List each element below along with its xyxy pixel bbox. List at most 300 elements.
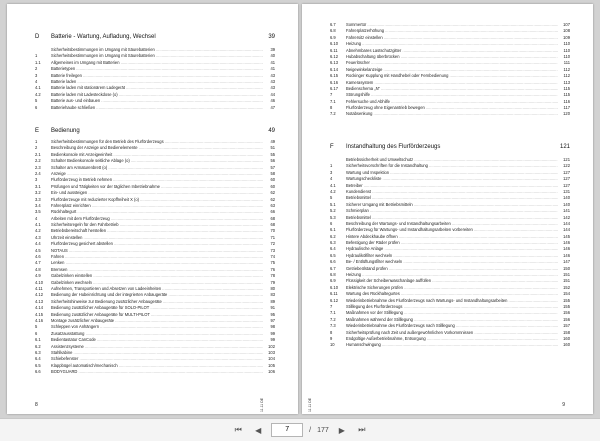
toc-entry-number: 1.1 <box>35 59 41 65</box>
toc-entry-number: 5 <box>35 98 38 104</box>
toc-entry-page: 62 <box>264 190 275 196</box>
toc-entry-number: 2.2 <box>35 158 41 164</box>
toc-entry-title: Elektrische Sicherungen prüfen ..... <box>346 285 558 291</box>
toc-entry-page: 158 <box>559 330 570 336</box>
toc-entry-title: Betreiber ..... <box>346 183 558 189</box>
toc-entry-page: 160 <box>559 342 570 348</box>
toc-entry-title: Maßnahmen vor der Stilllegung ..... <box>346 310 558 316</box>
toc-entry-page: 155 <box>559 304 570 310</box>
toc-entry-page: 104 <box>264 356 275 362</box>
section-title: Bedienung <box>51 128 80 134</box>
toc-entry-title: Klappbügel automatisch/mechanisch ..... <box>51 363 263 369</box>
toc-entry-number: 6 <box>35 330 38 336</box>
toc-entry-page: 140 <box>559 202 570 208</box>
toc-entry-title: Wiederinbetriebnahme des Flurförderzeugs nach Wartungs- und Instandhaltungsarbeiten ..... <box>346 298 558 304</box>
toc-entry-number: 4.5 <box>35 247 41 253</box>
toc-entry-title: Sicherheitsbestimmungen im Umgang mit Säurebatterien ..... <box>51 53 263 59</box>
toc-entry-number: 3 <box>330 169 333 175</box>
toc-entry-title: Hydraulische Anlage ..... <box>346 246 558 252</box>
toc-entry-title: Sicherheitsbestimmungen im Umgang mit Säurebatterien ..... <box>51 47 263 53</box>
toc-entry-title: Betriebsmittel ..... <box>346 195 558 201</box>
toc-entry-title: Sicherheitsvorschriften für die Instandhaltung ..... <box>346 163 558 169</box>
toc-list-f <box>330 157 570 349</box>
toc-entry-title: Störungshilfe ..... <box>346 92 558 98</box>
toc-entry-page: 127 <box>559 176 570 182</box>
toc-entry-title: Hintere Abdeckhaube öffnen ..... <box>346 234 558 240</box>
toc-entry-title: Wartungscheckliste ..... <box>346 176 558 182</box>
toc-entry-page: 43 <box>264 85 275 91</box>
toc-entry-page: 127 <box>559 183 570 189</box>
toc-entry-number: 2 <box>35 66 38 72</box>
toc-entry-page: 89 <box>264 299 275 305</box>
section-page: 121 <box>559 144 570 150</box>
toc-entry-page: 73 <box>264 248 275 254</box>
toc-entry-title: Flurförderzeug in Betrieb nehmen ..... <box>51 177 263 183</box>
toc-entry[interactable] <box>330 111 570 117</box>
toc-entry-number: 7.2 <box>330 316 336 322</box>
toc-entry-title: Sicherheitsbestimmungen für den Betrieb des Flurförderzeugs ..... <box>51 139 263 145</box>
toc-entry-number: 5.1 <box>330 201 336 207</box>
toc-entry-number: 4.2 <box>330 188 336 194</box>
toc-entry-number: 6.9 <box>330 34 336 40</box>
toc-entry-number: 7 <box>330 303 333 309</box>
toc-entry-title: Hubabschaltung überbrücken ..... <box>346 54 558 60</box>
toc-entry-page: 83 <box>264 292 275 298</box>
toc-entry-title: Getriebeölstand prüfen ..... <box>346 266 558 272</box>
toc-entry-number: 6.6 <box>35 369 41 375</box>
toc-entry[interactable] <box>330 342 570 348</box>
toc-entry-page: 55 <box>264 152 275 158</box>
toc-entry-page: 111 <box>559 60 570 66</box>
section-label: E <box>35 128 40 134</box>
toc-entry-title: Sicherheitshinweise zur Bedienung zusätzlicher Anbaugeräte ..... <box>51 299 263 305</box>
toc-entry-number: 3.1 <box>35 183 41 189</box>
toc-entry-page: 116 <box>559 99 570 105</box>
toc-entry-number: 4.1 <box>35 222 41 228</box>
toc-entry-page: 145 <box>559 234 570 240</box>
section-title: Batterie - Wartung, Aufladung, Wechsel <box>51 34 156 40</box>
toc-entry-page: 57 <box>264 165 275 171</box>
toc-entry-title: Anzeige ..... <box>51 171 263 177</box>
toc-entry-number: 4 <box>330 176 333 182</box>
toc-entry-number: 4.11 <box>35 285 43 291</box>
toc-entry-page: 144 <box>559 227 570 233</box>
toc-entry-number: 6.15 <box>330 73 338 79</box>
toc-entry-number: 8 <box>330 105 333 111</box>
toc-entry-title: Assistenzsysteme ..... <box>51 344 263 350</box>
toc-entry-number: 4.10 <box>35 279 43 285</box>
toc-entry-page: 68 <box>264 222 275 228</box>
toc-entry-number: 6.7 <box>330 265 336 271</box>
toc-entry-title: Prüfungen und Tätigkeiten vor der täglichen Inbetriebnahme ..... <box>51 184 263 190</box>
toc-entry-title: Fahren ..... <box>51 254 263 260</box>
toc-entry-number: 3 <box>35 72 38 78</box>
toc-entry-title: Beschreibung der Wartungs- und Instandhaltungsarbeiten ..... <box>346 221 558 227</box>
toc-entry-number: 6.4 <box>35 356 41 362</box>
toc-entry-title: Fahrersitz einstellen ..... <box>346 35 558 41</box>
toc-entry-title: Sicherheitsregeln für den Fahrbetrieb ..... <box>51 222 263 228</box>
toc-entry-number: 4.1 <box>35 85 41 91</box>
toc-entry-number: 4.4 <box>35 241 41 247</box>
page-separator: / <box>309 426 312 434</box>
next-page-icon[interactable]: ▶ <box>338 425 345 435</box>
toc-entry-number: 3.3 <box>35 196 41 202</box>
toc-entry-title: Neigewinkelanzeige ..... <box>346 67 558 73</box>
page-right <box>302 4 593 414</box>
toc-entry-page: 108 <box>559 28 570 34</box>
toc-entry-title: Bedientastatur CanCode ..... <box>51 337 263 343</box>
section-label: F <box>330 144 334 150</box>
toc-entry-title: Flurförderzeuge mit reduzierter Kopffreiheit X (o) ..... <box>51 197 263 203</box>
toc-entry-number: 7.2 <box>330 111 336 117</box>
toc-entry-number: 6.1 <box>35 337 41 343</box>
toc-entry-number: 6.6 <box>330 259 336 265</box>
toc-entry-title: Heizung ..... <box>346 272 558 278</box>
toc-entry-page: 62 <box>264 197 275 203</box>
toc-entry-title: Maßnahmen während der Stilllegung ..... <box>346 317 558 323</box>
toc-entry-title: Wartung und Inspektion ..... <box>346 170 558 176</box>
toc-entry-number: 6.9 <box>330 278 336 284</box>
toc-entry-page: 75 <box>264 260 275 266</box>
toc-entry-page: 91 <box>264 305 275 311</box>
toc-entry-title: Stahlkabine ..... <box>51 350 263 356</box>
toc-entry-page: 103 <box>264 350 275 356</box>
last-page-icon[interactable]: ⏭ <box>358 425 366 434</box>
toc-entry-number: 6.2 <box>330 233 336 239</box>
toc-entry-title: Bedienschema „N" ..... <box>346 86 558 92</box>
toc-entry-number: 6.16 <box>330 79 338 85</box>
pager-toolbar <box>0 418 600 441</box>
toc-entry-number: 6.1 <box>330 227 336 233</box>
section-page: 49 <box>268 128 275 134</box>
toc-entry-title: Kundendienst ..... <box>346 189 558 195</box>
toc-entry-page: 98 <box>264 324 275 330</box>
toc-entry-title: Fahrerplatzerhöhung ..... <box>346 28 558 34</box>
toc-entry-number: 6.8 <box>330 272 336 278</box>
toc-entry-page: 70 <box>264 228 275 234</box>
toc-entry-number: 4.14 <box>35 305 43 311</box>
toc-entry-number: 4 <box>35 215 38 221</box>
toc-entry-number: 6 <box>330 220 333 226</box>
toc-entry-page: 160 <box>559 336 570 342</box>
toc-entry-number: 6.7 <box>330 22 336 27</box>
toc-entry-title: Wartung des Rückhaltegurtes ..... <box>346 291 558 297</box>
toc-entry-number: 6 <box>35 104 38 110</box>
first-page-icon[interactable]: ⏮ <box>234 425 242 434</box>
toc-entry-title: Bremsen ..... <box>51 267 263 273</box>
toc-entry-number: 1 <box>35 139 38 144</box>
toc-entry-number: 6.13 <box>330 60 338 66</box>
toc-entry-number: 3.5 <box>35 209 41 215</box>
toc-entry-title: Beschreibung der Anzeige und Bedienelemente ..... <box>51 145 263 151</box>
toc-entry-page: 44 <box>264 92 275 98</box>
toc-entry-number: 4.13 <box>35 298 43 304</box>
toc-entry-page: 43 <box>264 79 275 85</box>
toc-entry-number: 6.12 <box>330 53 338 59</box>
page-number: 9 <box>562 402 565 408</box>
toc-entry-title: Betriebssicherheit und Umweltschutz ..... <box>346 157 558 163</box>
toc-entry-page: 151 <box>559 278 570 284</box>
toc-entry-title: Abnehmbares Lastschutzgitter ..... <box>346 48 558 54</box>
toc-entry-title: Humanschwingung ..... <box>346 342 558 348</box>
toc-entry-title: Schiebefenster ..... <box>51 356 263 362</box>
toc-entry-title: Gabelzinken wechseln ..... <box>51 280 263 286</box>
section-label: D <box>35 34 40 40</box>
toc-entry-title: Rückhaltegurt ..... <box>51 209 263 215</box>
toc-entry-number: 2.4 <box>35 170 41 176</box>
toc-entry-number: 10 <box>330 342 335 348</box>
toc-entry-page: 142 <box>559 215 570 221</box>
toc-entry-page: 78 <box>264 273 275 279</box>
toc-entry-page: 146 <box>559 240 570 246</box>
toc-entry-page: 127 <box>559 170 570 176</box>
toc-entry-number: 4.3 <box>35 234 41 240</box>
toc-entry-page: 79 <box>264 280 275 286</box>
toc-entry-number: 2.3 <box>35 164 41 170</box>
toc-entry-page: 107 <box>559 22 570 28</box>
toc-entry-page: 141 <box>559 208 570 214</box>
toc-entry-page: 155 <box>559 298 570 304</box>
toc-entry-title: Schalter Bedienkonsole seitliche Ablage (o) ..... <box>51 158 263 164</box>
toc-entry-page: 157 <box>559 323 570 329</box>
toc-entry-number: 6.5 <box>35 362 41 368</box>
toc-entry-page: 60 <box>264 184 275 190</box>
toc-entry-title: Notabsenkung ..... <box>346 111 558 117</box>
toc-entry-number: 4 <box>35 78 38 84</box>
toc-entry-number: 6.12 <box>330 297 338 303</box>
toc-entry-number: 6.3 <box>330 240 336 246</box>
toc-entry-title: Hydraulikölfilter wechseln ..... <box>346 253 558 259</box>
toc-entry-title: Bedienung zusätzlicher Anbaugeräte für SOLO-PILOT ..... <box>51 305 263 311</box>
toc-entry-number: 1 <box>330 163 333 169</box>
toc-entry-page: 46 <box>264 98 275 104</box>
toc-entry-number: 7.1 <box>330 98 336 104</box>
toc-entry-page: 41 <box>264 66 275 72</box>
toc-entry-title: Ein- und aussteigen ..... <box>51 190 263 196</box>
toc-entry[interactable] <box>35 105 275 111</box>
toc-entry-page: 99 <box>264 337 275 343</box>
toc-entry-page: 72 <box>264 241 275 247</box>
toc-entry-title: NOTAUS ..... <box>51 248 263 254</box>
toc-entry-title: Endgültige Außerbetriebnahme, Entsorgung ..... <box>346 336 558 342</box>
toc-entry-number: 7.1 <box>330 310 336 316</box>
toc-entry-number: 1 <box>35 53 38 59</box>
toc-entry-page: 76 <box>264 267 275 273</box>
edge-code: 11.11 DE <box>259 397 264 412</box>
toc-entry-title: Sommertür ..... <box>346 22 558 28</box>
toc-entry-title: Schleppen von Anhängern ..... <box>51 324 263 330</box>
toc-entry-number: 6.11 <box>330 291 338 297</box>
toc-entry-number: 4.7 <box>35 260 41 266</box>
toc-entry-page: 66 <box>264 209 275 215</box>
toc-entry-title: Befestigung der Räder prüfen ..... <box>346 240 558 246</box>
toc-entry-page: 109 <box>559 35 570 41</box>
page-number-input[interactable] <box>271 423 303 437</box>
toc-entry-page: 43 <box>264 73 275 79</box>
toc-entry-number: 4.16 <box>35 317 43 323</box>
toc-entry-title: Batterietypen ..... <box>51 66 263 72</box>
toc-entry-page: 151 <box>559 272 570 278</box>
toc-entry-page: 49 <box>264 139 275 145</box>
toc-entry-number: 6.10 <box>330 41 338 47</box>
page-number: 8 <box>35 402 38 408</box>
toc-entry-title: Flurförderzeug ohne Eigenantrieb bewegen ..... <box>346 105 558 111</box>
toc-entry-title: Sicherheitsprüfung nach Zeit und außergewöhnlichen Vorkommnissen ..... <box>346 330 558 336</box>
toc-entry-page: 105 <box>264 363 275 369</box>
toc-entry-title: Betriebsbereitschaft herstellen ..... <box>51 228 263 234</box>
toc-entry-page: 147 <box>559 259 570 265</box>
toc-entry-number: 7.3 <box>330 323 336 329</box>
toc-entry-page: 106 <box>264 369 275 375</box>
toc-entry-number: 5 <box>35 324 38 330</box>
toc-entry-page: 80 <box>264 286 275 292</box>
toc-entry-number: 8 <box>330 329 333 335</box>
toc-entry-number: 4.15 <box>35 311 43 317</box>
toc-entry-title: Bedienung zusätzlicher Anbaugeräte für MULTI-PILOT ..... <box>51 312 263 318</box>
toc-entry-page: 115 <box>559 92 570 98</box>
toc-entry-number: 4.1 <box>330 182 336 188</box>
toc-entry-number: 6.10 <box>330 284 338 290</box>
toc-entry-page: 41 <box>264 60 275 66</box>
toc-entry-number: 6.4 <box>330 246 336 252</box>
toc-entry-page: 74 <box>264 254 275 260</box>
toc-entry-number: 4.8 <box>35 266 41 272</box>
toc-entry-page: 146 <box>559 253 570 259</box>
toc-entry-title: Aufnehmen, Transportieren und Absetzen von Ladeeinheiten ..... <box>51 286 263 292</box>
toc-entry-page: 95 <box>264 312 275 318</box>
toc-entry-number: 6.5 <box>330 252 336 258</box>
toc-entry-page: 117 <box>559 105 570 111</box>
toc-list-e <box>35 139 275 375</box>
toc-entry-page: 68 <box>264 216 275 222</box>
toc-list-continued <box>330 22 570 118</box>
toc-entry-title: Gabelzinken einstellen ..... <box>51 273 263 279</box>
toc-entry-title: Schmierplan ..... <box>346 208 558 214</box>
toc-entry-page: 51 <box>264 145 275 151</box>
toc-entry[interactable] <box>35 369 275 375</box>
toc-entry-title: Bedienkonsole mit Anzeigeeinheit ..... <box>51 152 263 158</box>
toc-entry-page: 140 <box>559 195 570 201</box>
toc-entry-page: 152 <box>559 285 570 291</box>
toc-entry-number: 9 <box>330 335 333 341</box>
total-pages: 177 <box>317 426 329 434</box>
toc-entry-title: Batterie laden ..... <box>51 79 263 85</box>
toc-entry-page: 154 <box>559 291 570 297</box>
toc-entry-page: 120 <box>559 111 570 117</box>
toc-entry-title: Bedienung der Hubeinrichtung und der integrierten Anbaugeräte ..... <box>51 292 263 298</box>
toc-entry-title: Betriebsmittel ..... <box>346 215 558 221</box>
toc-entry-page: 113 <box>559 80 570 86</box>
toc-entry-title: Heizung ..... <box>346 41 558 47</box>
toc-entry-page: 144 <box>559 221 570 227</box>
toc-entry-title: Montage zusätzlicher Anbaugeräte ..... <box>51 318 263 324</box>
toc-entry-page: 115 <box>559 86 570 92</box>
toc-entry-title: Zusatzausstattung ..... <box>51 331 263 337</box>
page-left <box>7 4 298 414</box>
toc-entry-page: 99 <box>264 331 275 337</box>
toc-entry-number: 5.2 <box>330 208 336 214</box>
toc-entry-number: 4.6 <box>35 254 41 260</box>
toc-entry-number: 4.9 <box>35 273 41 279</box>
toc-entry-title: Batteriehaube schließen ..... <box>51 105 263 111</box>
toc-entry-page: 122 <box>559 163 570 169</box>
toc-entry-number: 3.4 <box>35 202 41 208</box>
toc-entry-title: Arbeiten mit dem Flurförderzeug ..... <box>51 216 263 222</box>
toc-entry-page: 110 <box>559 48 570 54</box>
toc-entry-title: Flurförderzeug für Wartungs- und Instandhaltungsarbeiten vorbereiten ..... <box>346 227 558 233</box>
section-page: 39 <box>268 34 275 40</box>
toc-entry-title: Flurförderzeug gesichert abstellen ..... <box>51 241 263 247</box>
edge-code: 11.11 DE <box>308 397 312 412</box>
toc-entry-page: 56 <box>264 158 275 164</box>
toc-entry-title: Allgemeines im Umgang mit Batterien ..... <box>51 60 263 66</box>
toc-entry-number: 5.3 <box>330 214 336 220</box>
toc-entry-page: 112 <box>559 73 570 79</box>
toc-entry-page: 97 <box>264 318 275 324</box>
toc-entry-page: 40 <box>264 53 275 59</box>
toc-entry-number: 6.8 <box>330 28 336 34</box>
toc-entry-title: Be- / Entlüftungsfilter wechseln ..... <box>346 259 558 265</box>
toc-entry-title: Kamerasystem ..... <box>346 80 558 86</box>
toc-entry-number: 6.3 <box>35 349 41 355</box>
toc-entry-title: Stilllegung des Flurförderzeugs ..... <box>346 304 558 310</box>
toc-entry-page: 112 <box>559 67 570 73</box>
toc-entry-page: 146 <box>559 246 570 252</box>
toc-entry-title: Batterie freilegen ..... <box>51 73 263 79</box>
toc-entry-page: 150 <box>559 266 570 272</box>
toc-entry-title: Batterie laden mit stationärem Ladegerät ..... <box>51 85 263 91</box>
toc-entry-number: 4.2 <box>35 228 41 234</box>
toc-entry-page: 63 <box>264 203 275 209</box>
toc-entry-number: 4.2 <box>35 91 41 97</box>
toc-entry-title: Batterie aus- und einbauen ..... <box>51 98 263 104</box>
toc-entry-page: 58 <box>264 171 275 177</box>
toc-entry-number: 6.17 <box>330 85 338 91</box>
toc-entry-title: BODYGUARD ..... <box>51 369 263 375</box>
toc-entry-title: Sicherer Umgang mit Betriebsmitteln ..... <box>346 202 558 208</box>
toc-entry-number: 6.14 <box>330 66 338 72</box>
toc-entry-number: 3.2 <box>35 190 41 196</box>
toc-entry-number: 5 <box>330 195 333 201</box>
toc-entry-page: 60 <box>264 177 275 183</box>
toc-entry-number: 6.11 <box>330 47 338 53</box>
section-title: Instandhaltung des Flurförderzeugs <box>346 144 441 150</box>
toc-entry-title: Uhrzeit einstellen ..... <box>51 235 263 241</box>
toc-entry-number: 2 <box>35 145 38 151</box>
toc-entry-number: 3 <box>35 177 38 183</box>
toc-entry-page: 102 <box>264 344 275 350</box>
toc-entry-title: Fahrerplatz einrichten ..... <box>51 203 263 209</box>
toc-entry-title: Fehlersuche und Abhilfe ..... <box>346 99 558 105</box>
toc-entry-page: 131 <box>559 189 570 195</box>
toc-entry-number: 7 <box>330 92 333 98</box>
toc-entry-title: Wiederinbetriebnahme des Flurförderzeugs nach Stilllegung ..... <box>346 323 558 329</box>
toc-entry-number: 4.12 <box>35 292 43 298</box>
toc-entry-title: Feuerlöscher ..... <box>346 60 558 66</box>
toc-entry-title: Lenken ..... <box>51 260 263 266</box>
toc-entry-title: Batterie laden mit Ladesteckdose (o) ..... <box>51 92 263 98</box>
toc-entry-page: 156 <box>559 317 570 323</box>
toc-entry-page: 39 <box>264 47 275 53</box>
toc-entry-page: 110 <box>559 41 570 47</box>
previous-page-icon[interactable]: ◀ <box>255 425 262 435</box>
toc-list-d <box>35 47 275 111</box>
toc-entry-number: 6.2 <box>35 343 41 349</box>
toc-entry-title: Rockinger Kupplung mit Handhebel oder Fernbedienung ..... <box>346 73 558 79</box>
toc-entry-page: 121 <box>559 157 570 163</box>
toc-entry-title: Flüssigkeit der Scheibenwaschanlage auffüllen ..... <box>346 278 558 284</box>
toc-entry-title: Schalter am Armaturenbrett (o) ..... <box>51 165 263 171</box>
